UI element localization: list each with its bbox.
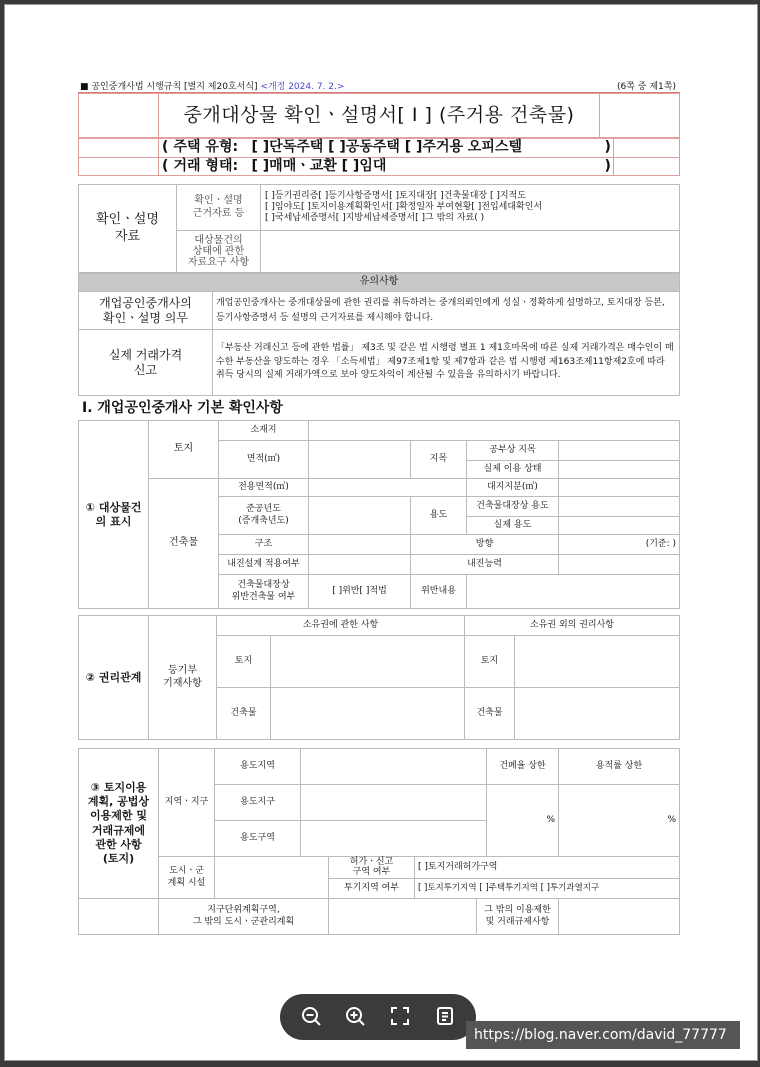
permit-label: 허가ㆍ신고 구역 여부 [329, 857, 415, 879]
jimok-label: 지목 [411, 441, 467, 479]
ownership-header: 소유권에 관한 사항 [217, 616, 465, 636]
use-region-label: 용도지역 [215, 749, 301, 785]
basis-line-2[interactable]: [ ]임야도[ ]토지이용계획확인서[ ]확정일자 부여현황[ ]전입세대확인서 [265, 201, 543, 212]
type-open: ( [159, 139, 171, 158]
ownership-land-field[interactable] [271, 636, 465, 688]
rights-building-label-2: 건축물 [465, 688, 515, 740]
official-jimok-field[interactable] [559, 441, 680, 461]
area-label: 면적(㎡) [219, 441, 309, 479]
zoning-label: 지역ㆍ지구 [159, 749, 215, 857]
notice-table [78, 273, 680, 396]
confirm-materials-table [78, 184, 680, 273]
trade-type-label: 거래 형태: [171, 157, 249, 176]
bcr-limit-label: 건폐율 상한 [487, 749, 559, 785]
use-zone-field[interactable] [301, 821, 487, 857]
trade-open: ( [159, 157, 171, 176]
completion-year-field[interactable] [309, 497, 411, 535]
other-rights-building-field[interactable] [515, 688, 680, 740]
registry-use-field[interactable] [559, 497, 680, 517]
violation-content-label: 위반내용 [411, 575, 467, 609]
use-region-field[interactable] [301, 749, 487, 785]
actual-use-state-field[interactable] [559, 461, 680, 479]
price-label: 실제 거래가격 신고 [79, 330, 213, 396]
other-restrictions-field[interactable] [559, 899, 680, 935]
seismic-capacity-field[interactable] [559, 555, 680, 575]
property-table [78, 420, 680, 609]
permit-option[interactable]: [ ]토지거래허가구역 [415, 857, 680, 879]
structure-field[interactable] [309, 535, 411, 555]
price-text: 「부동산 거래신고 등에 관한 법률」 제3조 및 같은 법 시행령 별표 1 제1호마목에 따른 실제 거래가격은 매수인이 매수한 부동산을 양도하는 경우 「소득세법」 제97조제1항 및 제7항과 같은 법 시행령 제163조제11항제2호에 따라 취득 당시의 실제 거래가액으로 보아 양도차익이 계산될 수 있음을 유의하시기 바랍니다. [213, 330, 680, 396]
registry-label: 등기부 기재사항 [149, 616, 217, 740]
land-label: 토지 [149, 421, 219, 479]
type-close: ) [602, 139, 614, 158]
direction-basis[interactable]: (기준: ) [559, 535, 680, 555]
duty-text: 개업공인중개사는 중개대상물에 관한 권리를 취득하려는 중개의뢰인에게 성실ㆍ정확하게 설명하고, 토지대장 등본, 등기사항증명서 등 설명의 근거자료를 제시해야 합니다. [213, 292, 680, 330]
location-label: 소재지 [219, 421, 309, 441]
landuse-table [78, 748, 680, 935]
rights-label: ② 권리관계 [79, 616, 149, 740]
rights-table [78, 615, 680, 740]
property-label: ① 대상물건 의 표시 [79, 421, 149, 609]
actual-use-state-label: 실제 이용 상태 [467, 461, 559, 479]
housing-type-label: 주택 유형: [171, 139, 249, 158]
duty-label: 개업공인중개사의 확인ㆍ설명 의무 [79, 292, 213, 330]
use-zone-label: 용도구역 [215, 821, 301, 857]
zoom-out-icon[interactable] [299, 1005, 323, 1029]
landuse-label: ③ 토지이용 계획, 공법상 이용제한 및 거래규제에 관한 사항 (토지) [79, 749, 159, 899]
district-plan-label: 지구단위계획구역, 그 밖의 도시ㆍ군관리계획 [159, 899, 329, 935]
direction-label: 방향 [411, 535, 559, 555]
speculation-options[interactable]: [ ]토지투기지역 [ ]주택투기지역 [ ]투기과열지구 [415, 879, 680, 899]
seismic-design-label: 내진설계 적용여부 [219, 555, 309, 575]
basis-line-3[interactable]: [ ]국세납세증명서[ ]지방세납세증명서[ ]그 밖의 자료( ) [265, 213, 485, 224]
use-district-label: 용도지구 [215, 785, 301, 821]
basis-line-1[interactable]: [ ]등기권리증[ ]등기사항증명서[ ]토지대장[ ]건축물대장 [ ]지적도 [265, 190, 526, 201]
official-jimok-label: 공부상 지목 [467, 441, 559, 461]
section1-title: Ⅰ. 개업공인중개사 기본 확인사항 [82, 400, 283, 416]
title-table [78, 93, 680, 138]
revision-label: <개정 2024. 7. 2.> [260, 82, 345, 92]
urban-facility-label: 도시ㆍ군 계획 시설 [159, 857, 215, 899]
area-field[interactable] [309, 441, 411, 479]
district-plan-field[interactable] [329, 899, 477, 935]
page-title: 중개대상물 확인ㆍ설명서[ I ] (주거용 건축물) [159, 94, 600, 138]
use-district-field[interactable] [301, 785, 487, 821]
use-label: 용도 [411, 497, 467, 535]
form-document [78, 93, 680, 935]
land-share-label: 대지지분(㎡) [467, 479, 559, 497]
page-indicator: (6쪽 중 제1쪽) [617, 82, 676, 92]
urban-facility-field[interactable] [215, 857, 329, 899]
request-label: 대상물건의 상태에 관한 자료요구 사항 [177, 231, 261, 273]
basis-label: 확인ㆍ설명 근거자료 등 [177, 185, 261, 231]
violation-content-field[interactable] [467, 575, 680, 609]
confirm-materials-label: 확인ㆍ설명 자료 [79, 185, 177, 273]
speculation-label: 투기지역 여부 [329, 879, 415, 899]
exclusive-area-label: 전용면적(㎡) [219, 479, 309, 497]
violation-options[interactable]: [ ]위반[ ]적법 [309, 575, 411, 609]
seismic-design-field[interactable] [309, 555, 411, 575]
other-rights-land-field[interactable] [515, 636, 680, 688]
violation-label: 건축물대장상 위반건축물 여부 [219, 575, 309, 609]
other-restrictions-label: 그 밖의 이용제한 및 거래규제사항 [477, 899, 559, 935]
other-rights-header: 소유권 외의 권리사항 [465, 616, 680, 636]
fullscreen-icon[interactable] [388, 1005, 412, 1029]
seismic-capacity-label: 내진능력 [411, 555, 559, 575]
far-limit-label: 용적률 상한 [559, 749, 680, 785]
rights-land-label: 토지 [217, 636, 271, 688]
ownership-building-field[interactable] [271, 688, 465, 740]
viewer-toolbar [280, 994, 476, 1040]
trade-type-options[interactable]: [ ]매매ㆍ교환 [ ]임대 [249, 157, 602, 176]
type-table [78, 138, 680, 176]
land-share-field[interactable] [559, 479, 680, 497]
basis-checkboxes[interactable] [261, 185, 680, 231]
actual-use-label: 실제 용도 [467, 517, 559, 535]
rights-land-label-2: 토지 [465, 636, 515, 688]
source-url[interactable]: https://blog.naver.com/david_77777 [466, 1021, 740, 1049]
rights-building-label: 건축물 [217, 688, 271, 740]
zoom-in-icon[interactable] [343, 1005, 367, 1029]
registry-use-label: 건축물대장상 용도 [467, 497, 559, 517]
actual-use-field[interactable] [559, 517, 680, 535]
completion-year-label: 준공년도 (증개축년도) [219, 497, 309, 535]
exclusive-area-field[interactable] [309, 479, 467, 497]
trade-close: ) [602, 157, 614, 176]
form-header [78, 78, 680, 93]
far-percent[interactable]: % [559, 785, 680, 857]
housing-type-options[interactable]: [ ]단독주택 [ ]공동주택 [ ]주거용 오피스텔 [249, 139, 602, 158]
document-list-icon[interactable] [433, 1005, 457, 1029]
location-field[interactable] [309, 421, 680, 441]
building-label: 건축물 [149, 479, 219, 609]
notice-header: 유의사항 [79, 274, 680, 292]
request-field[interactable] [261, 231, 680, 273]
structure-label: 구조 [219, 535, 309, 555]
bcr-percent[interactable]: % [487, 785, 559, 857]
regulation-label: ■ 공인중개사법 시행규칙 [별지 제20호서식] <개정 2024. 7. 2.> [80, 82, 345, 92]
